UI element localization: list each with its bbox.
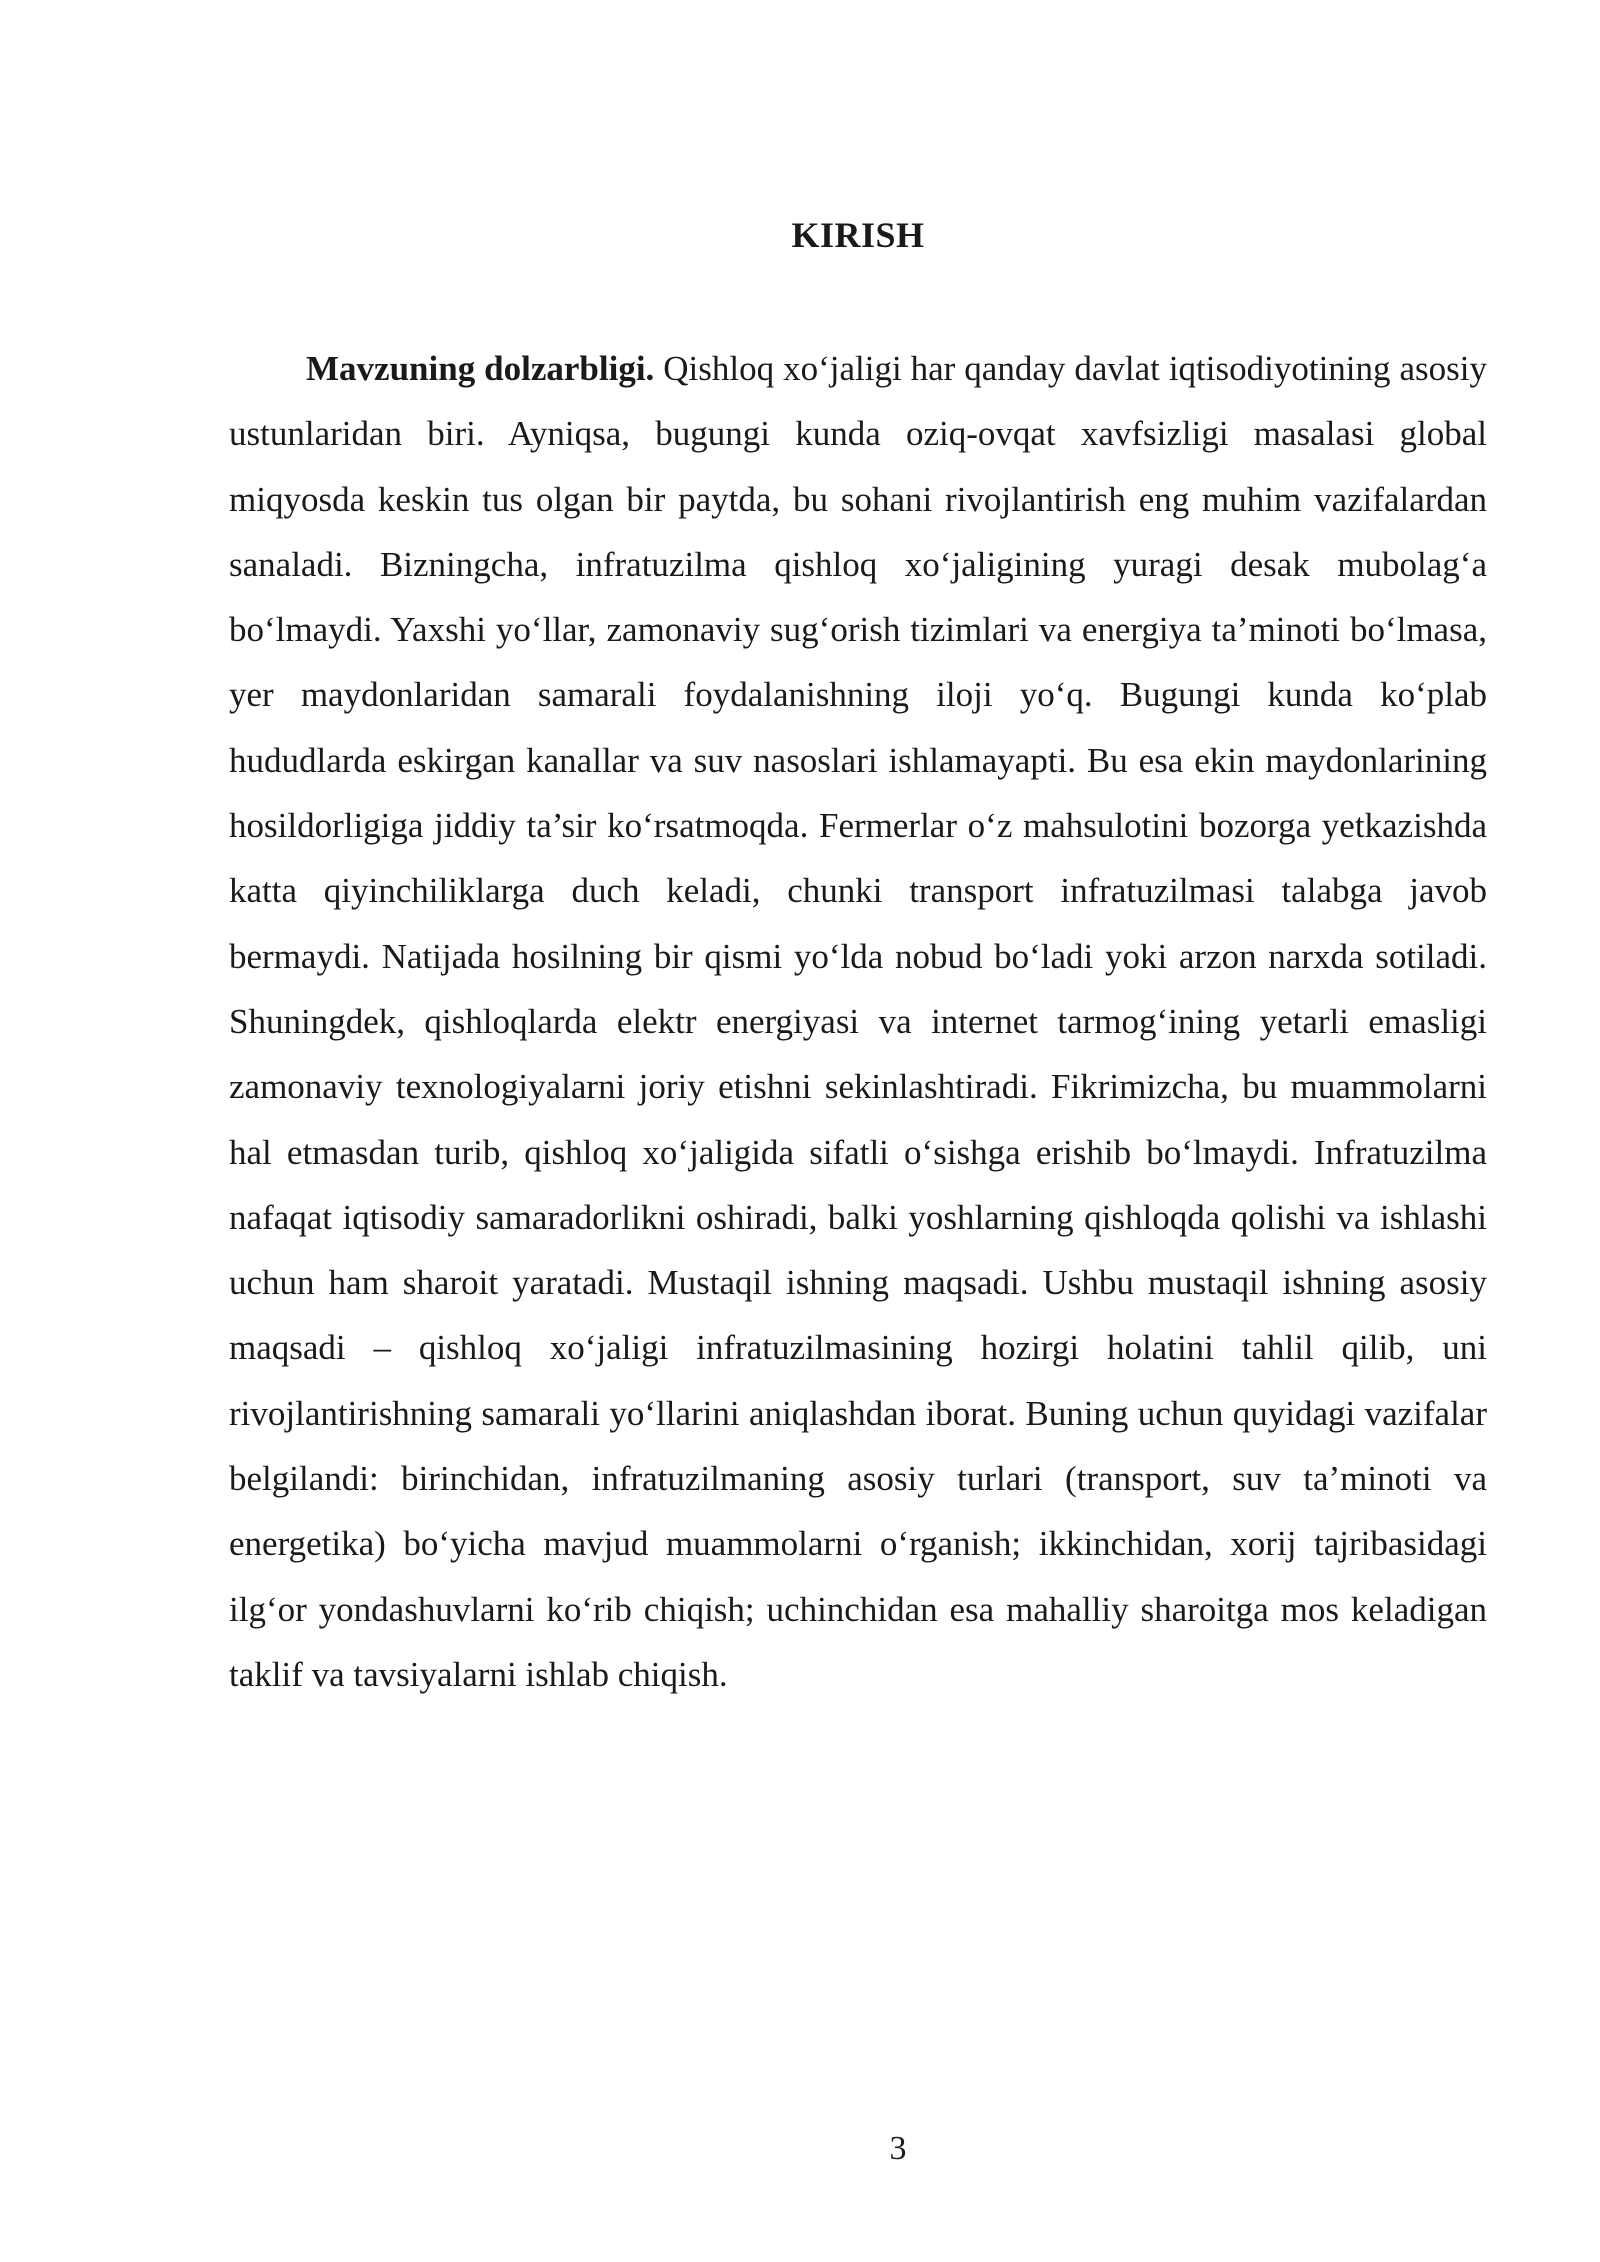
- body-paragraph: [229, 336, 1487, 1707]
- section-heading: KIRISH: [791, 215, 925, 255]
- paragraph-text: Qishloq xo‘jaligi har qanday davlat iqtisodiyotining asosiy ustunlaridan biri. Ayniqsa, bugungi kunda oziq-ovqat xavfsizligi masalasi global miqyosda keskin tus olgan bir paytda, bu sohani rivojlantirish eng muhim vazifalardan sanaladi. Bizningcha, infratuzilma qishloq xo‘jaligining yuragi desak mubolag‘a bo‘lmaydi. Yaxshi yo‘llar, zamonaviy sug‘orish tizimlari va energiya ta’minoti bo‘lmasa, yer maydonlaridan samarali foydalanishning iloji yo‘q. Bugungi kunda ko‘plab hududlarda eskirgan kanallar va suv nasoslari ishlamayapti. Bu esa ekin maydonlarining hosildorligiga jiddiy ta’sir ko‘rsatmoqda. Fermerlar o‘z mahsulotini bozorga yetkazishda katta qiyinchiliklarga duch keladi, chunki transport infratuzilmasi talabga javob bermaydi. Natijada hosilning bir qismi yo‘lda nobud bo‘ladi yoki arzon narxda sotiladi. Shuningdek, qishloqlarda elektr energiyasi va internet tarmog‘ining yetarli emasligi zamonaviy texnologiyalarni joriy etishni sekinlashtiradi. Fikrimizcha, bu muammolarni hal etmasdan turib, qishloq xo‘jaligida sifatli o‘sishga erishib bo‘lmaydi. Infratuzilma nafaqat iqtisodiy samaradorlikni oshiradi, balki yoshlarning qishloqda qolishi va ishlashi uchun ham sharoit yaratadi. Mustaqil ishning maqsadi. Ushbu mustaqil ishning asosiy maqsadi – qishloq xo‘jaligi infratuzilmasining hozirgi holatini tahlil qilib, uni rivojlantirishning samarali yo‘llarini aniqlashdan iborat. Buning uchun quyidagi vazifalar belgilandi: birinchidan, infratuzilmaning asosiy turlari (transport, suv ta’minoti va energetika) bo‘yicha mavjud muammolarni o‘rganish; ikkinchidan, xorij tajribasidagi ilg‘or yondashuvlarni ko‘rib chiqish; uchinchidan esa mahalliy sharoitga mos keladigan taklif va tavsiyalarni ishlab chiqish.: [229, 349, 1487, 1694]
- page-number: 3: [889, 2130, 907, 2167]
- paragraph-lead-phrase: Mavzuning dolzarbligi.: [306, 349, 655, 388]
